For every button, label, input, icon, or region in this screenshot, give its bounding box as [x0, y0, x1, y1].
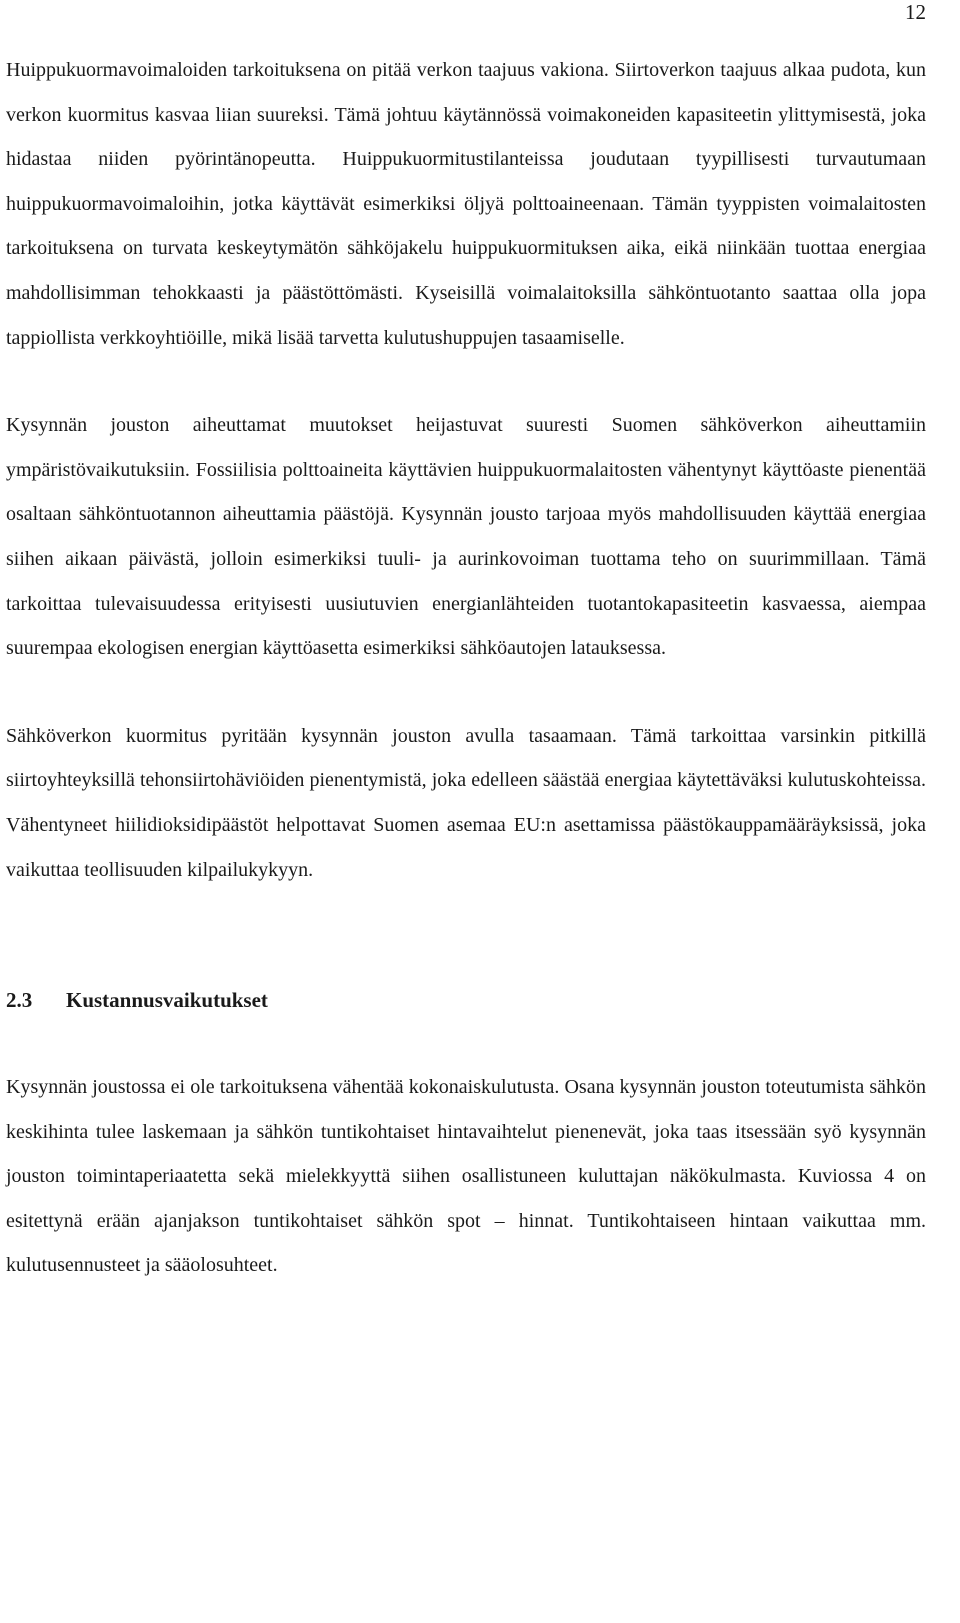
- paragraph-environmental-effects: Kysynnän jouston aiheuttamat muutokset heijastuvat suuresti Suomen sähköverkon aiheuttamiin ympäristövaikutuksiin. Fossiilisia polttoaineita käyttävien huippukuormalaitosten vähentynyt käyttöaste pienentää osaltaan sähköntuotannon aiheuttamia päästöjä. Kysynnän jousto tarjoaa myös mahdollisuuden käyttää energiaa siihen aikaan päivästä, jolloin esimerkiksi tuuli- ja aurinkovoiman tuottama teho on suurimmillaan. Tämä tarkoittaa tulevaisuudessa erityisesti uusiutuvien energianlähteiden tuotantokapasiteetin kasvaessa, aiempaa suurempaa ekologisen energian käyttöasetta esimerkiksi sähköautojen latauksessa.: [6, 414, 926, 660]
- paragraph-cost-effects: Kysynnän joustossa ei ole tarkoituksena vähentää kokonaiskulutusta. Osana kysynnän jouston toteutumista sähkön keskihinta tulee laskemaan ja sähkön tuntikohtaiset hintavaihtelut pienenevät, joka taas itsessään syö kysynnän jouston toimintaperiaatetta sekä mielekkyyttä siihen osallistuneen kuluttajan näkökulmasta. Kuviossa 4 on esitettynä erään ajanjakson tuntikohtaiset sähkön spot – hinnat. Tuntikohtaiseen hintaan vaikuttaa mm. kulutusennusteet ja sääolosuhteet.: [6, 1076, 926, 1277]
- page-number: 12: [905, 0, 926, 24]
- document-body: [6, 48, 926, 1288]
- section-heading: [6, 978, 926, 1022]
- section-title: Kustannusvaikutukset: [66, 988, 268, 1013]
- paragraph-grid-load-balancing: Sähköverkon kuormitus pyritään kysynnän jouston avulla tasaamaan. Tämä tarkoittaa varsinkin pitkillä siirtoyhteyksillä tehonsiirtohäviöiden pienentymistä, joka edelleen säästää energiaa käytettäväksi kulutuskohteissa. Vähentyneet hiilidioksidipäästöt helpottavat Suomen asemaa EU:n asettamissa päästökauppamääräyksissä, joka vaikuttaa teollisuuden kilpailukykyyn.: [6, 724, 926, 881]
- paragraph-peak-power-plants: Huippukuormavoimaloiden tarkoituksena on pitää verkon taajuus vakiona. Siirtoverkon taajuus alkaa pudota, kun verkon kuormitus kasvaa liian suureksi. Tämä johtuu käytännössä voimakoneiden kapasiteetin ylittymisestä, joka hidastaa niiden pyörintänopeutta. Huippukuormitustilanteissa joudutaan tyypillisesti turvautumaan huippukuormavoimaloihin, jotka käyttävät esimerkiksi öljyä polttoaineenaan. Tämän tyyppisten voimalaitosten tarkoituksena on turvata keskeytymätön sähköjakelu huippukuormituksen aika, eikä niinkään tuottaa energiaa mahdollisimman tehokkaasti ja päästöttömästi. Kyseisillä voimalaitoksilla sähköntuotanto saattaa olla jopa tappiollista verkkoyhtiöille, mikä lisää tarvetta kulutushuppujen tasaamiselle.: [6, 59, 926, 349]
- section-number: 2.3: [6, 988, 33, 1013]
